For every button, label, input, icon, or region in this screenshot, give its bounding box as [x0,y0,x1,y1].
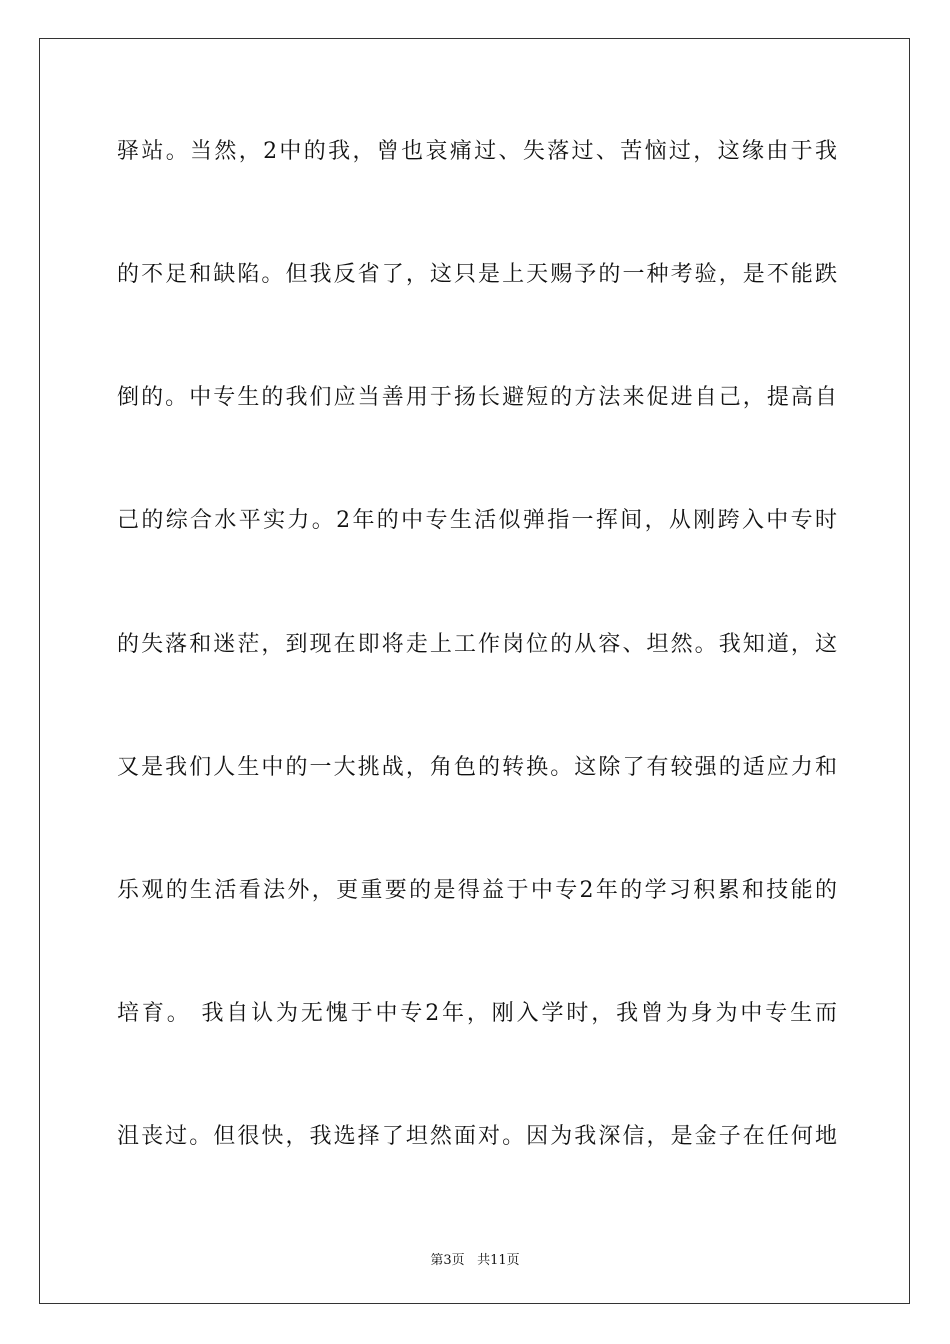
text-line-2: 的不足和缺陷。但我反省了，这只是上天赐予的一种考验，是不能跌 [117,262,837,287]
text-line-4: 己的综合水平实力。2年的中专生活似弹指一挥间，从刚跨入中专时 [117,508,837,533]
page-footer [0,1249,950,1268]
total-pages: 共11页 [477,1253,520,1268]
text-line-5: 的失落和迷茫，到现在即将走上工作岗位的从容、坦然。我知道，这 [117,632,837,657]
text-line-6: 又是我们人生中的一大挑战，角色的转换。这除了有较强的适应力和 [117,755,837,780]
text-line-7: 乐观的生活看法外，更重要的是得益于中专2年的学习积累和技能的 [117,878,837,903]
page-border [39,38,910,1304]
text-line-1: 驿站。当然，2中的我，曾也哀痛过、失落过、苦恼过，这缘由于我 [117,139,837,164]
page-number: 第3页 [430,1253,465,1268]
text-line-8: 培育。 我自认为无愧于中专2年，刚入学时，我曾为身为中专生而 [117,1001,837,1026]
text-line-9: 沮丧过。但很快，我选择了坦然面对。因为我深信，是金子在任何地 [117,1124,837,1149]
text-line-3: 倒的。中专生的我们应当善用于扬长避短的方法来促进自己，提高自 [117,385,837,410]
